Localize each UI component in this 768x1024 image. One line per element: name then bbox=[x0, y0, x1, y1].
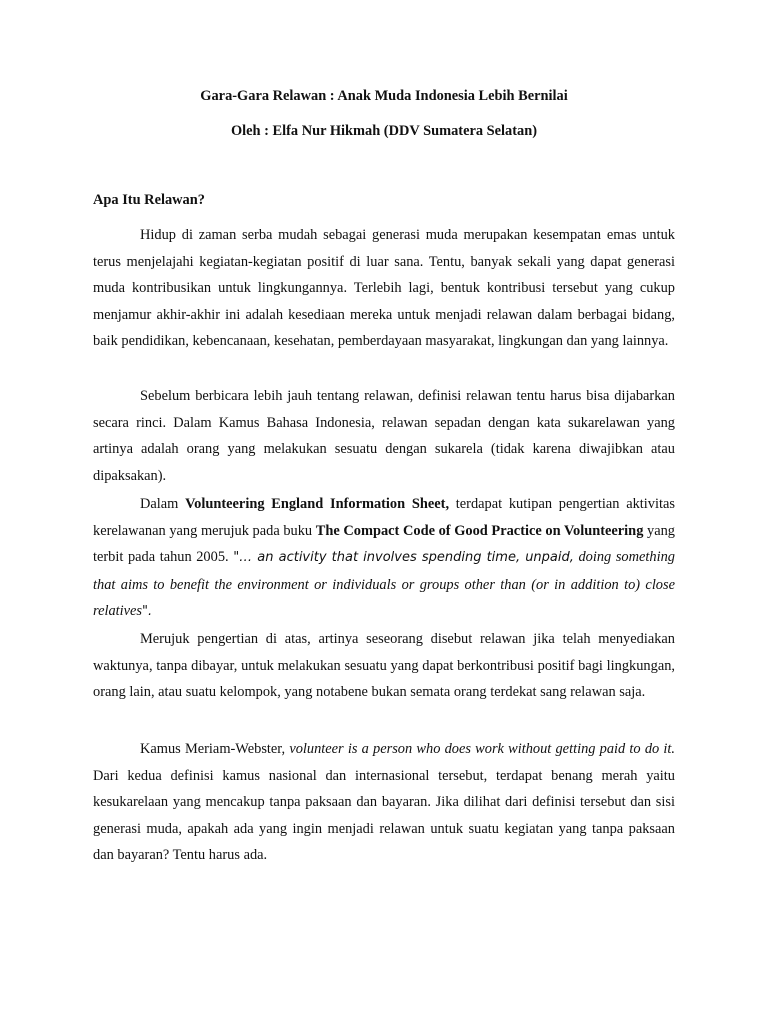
source-volunteering-england: Volunteering England Information Sheet, bbox=[185, 496, 450, 512]
quote-close: ". bbox=[142, 604, 153, 620]
paragraph-3-text-2: terdapat kutipan pengertian aktivitas kerelawanan yang merujuk pada buku bbox=[93, 496, 675, 539]
paragraph-3 bbox=[93, 491, 675, 626]
author-line: Oleh : Elfa Nur Hikmah (DDV Sumatera Selatan) bbox=[230, 123, 538, 139]
paragraph-5 bbox=[93, 736, 675, 869]
document-title: Gara-Gara Relawan : Anak Muda Indonesia Lebih Bernilai bbox=[200, 88, 568, 104]
quote-body: doing something that aims to benefit the environment or individuals or groups other than (or in addition to) close relatives bbox=[93, 549, 675, 620]
paragraph-1: Hidup di zaman serba mudah sebagai generasi muda merupakan kesempatan emas untuk terus menjelajahi kegiatan-kegiatan positif di luar sana. Tentu, banyak sekali yang dapat generasi muda kontribusikan untuk lingkungannya. Terlebih lagi, bentuk kontribusi tersebut yang cukup menjamur akhir-akhir ini adalah kesediaan mereka untuk menjadi relawan dalam berbagai bidang, baik pendidikan, kebencanaan, kesehatan, pemberdayaan masyarakat, lingkungan dan yang lainnya. bbox=[93, 227, 675, 350]
merriam-webster-definition: volunteer is a person who does work without getting paid to do it. bbox=[289, 741, 675, 757]
quote-lead: "… an activity that involves spending time, unpaid, bbox=[233, 550, 574, 566]
paragraph-4: Merujuk pengertian di atas, artinya seseorang disebut relawan jika telah menyediakan waktunya, tanpa dibayar, untuk melakukan sesuatu yang dapat berkontribusi positif bagi lingkungan, orang lain, atau suatu kelompok, yang notabene bukan semata orang terdekat sang relawan saja. bbox=[93, 631, 675, 701]
source-compact-code: The Compact Code of Good Practice on Volunteering bbox=[315, 522, 644, 539]
paragraph-2: Sebelum berbicara lebih jauh tentang relawan, definisi relawan tentu harus bisa dijabarkan secara rinci. Dalam Kamus Bahasa Indonesia, relawan sepadan dengan kata sukarelawan yang artinya adalah orang yang melakukan sesuatu dengan sukarela (tidak karena diwajibkan atau dipaksakan). bbox=[93, 388, 675, 484]
paragraph-5-text-1: Kamus Meriam-Webster, bbox=[140, 741, 290, 757]
section-heading: Apa Itu Relawan? bbox=[93, 192, 205, 208]
paragraph-3-text-1: Dalam bbox=[140, 496, 186, 512]
paragraph-3-text-3: yang terbit pada tahun 2005. bbox=[93, 522, 675, 566]
paragraph-5-text-2: Dari kedua definisi kamus nasional dan internasional tersebut, terdapat benang merah yaitu kesukarelaan yang mencakup tanpa paksaan dan bayaran. Jika dilihat dari definisi tersebut dan sisi generasi muda, apakah ada yang ingin menjadi relawan untuk suatu kegiatan yang tanpa paksaan dan bayaran? Tentu harus ada. bbox=[93, 767, 675, 864]
